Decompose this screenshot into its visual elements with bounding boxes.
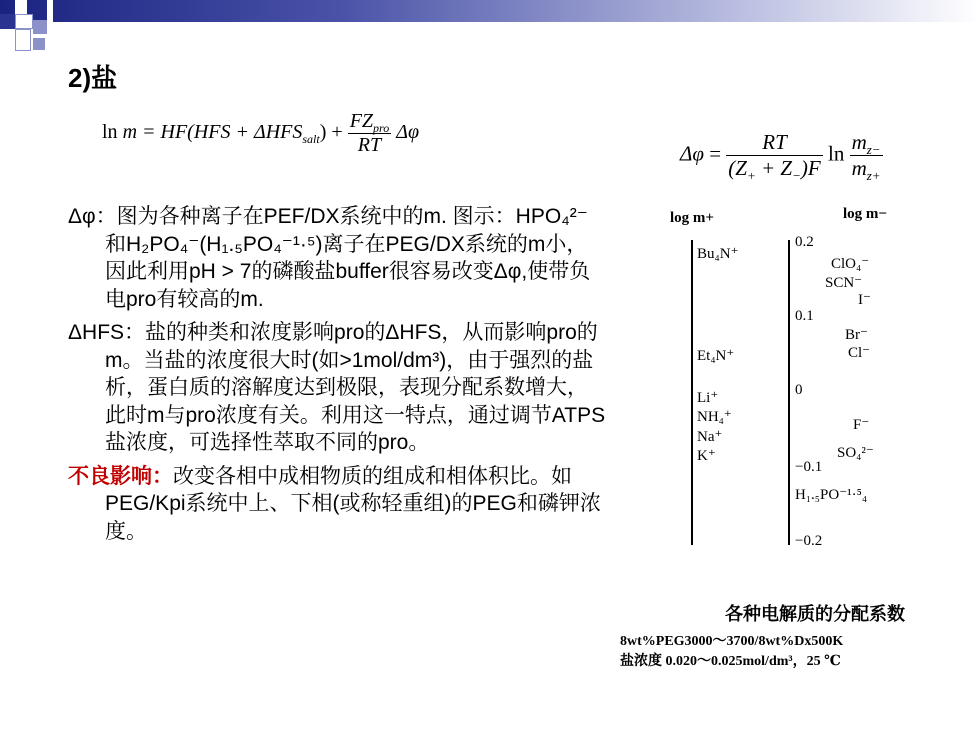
tick-label: 0.1 bbox=[795, 308, 814, 324]
ion-label: H₁.₅PO⁻¹·⁵₄ bbox=[795, 487, 868, 503]
ion-label: SCN⁻ bbox=[825, 275, 863, 291]
decor-square bbox=[47, 0, 53, 22]
ion-label: F⁻ bbox=[853, 417, 870, 433]
figure-caption bbox=[620, 600, 980, 672]
ion-label: Br⁻ bbox=[845, 327, 868, 343]
decor-square bbox=[33, 20, 47, 34]
paragraph-adverse-effects: 不良影响：改变各相中成相物质的组成和相体积比。如PEG/Kpi系统中上、下相(或称轻重组)的PEG和磷钾浓度。 bbox=[68, 464, 601, 543]
formula-fraction: $\frac{RT}{(Z_+ + Z_-)F}$ bbox=[728, 130, 821, 184]
ion-label: Li⁺ bbox=[697, 390, 719, 406]
body-text bbox=[68, 203, 608, 551]
caption-title: 各种电解质的分配系数 bbox=[725, 604, 905, 624]
tick-label: 0 bbox=[795, 382, 803, 398]
title-bar-gradient bbox=[0, 0, 980, 22]
left-axis-line bbox=[691, 240, 693, 545]
formula-log-fraction: $\frac{m_{z-}}{m_{z+}}$ bbox=[851, 130, 881, 184]
decor-square bbox=[15, 14, 33, 29]
right-axis-label: log m− bbox=[843, 206, 887, 222]
ion-label: Et₄N⁺ bbox=[697, 348, 735, 364]
ion-label: Bu₄N⁺ bbox=[697, 246, 739, 262]
tick-label: 0.2 bbox=[795, 234, 814, 250]
ion-label: ClO₄⁻ bbox=[831, 256, 870, 272]
tick-label: −0.2 bbox=[795, 533, 823, 549]
decor-square bbox=[0, 14, 15, 29]
decor-square bbox=[33, 38, 45, 50]
ion-label: K⁺ bbox=[697, 448, 716, 464]
ion-label: SO₄²⁻ bbox=[837, 445, 874, 461]
tick-label: −0.1 bbox=[795, 459, 823, 475]
formula-delta-phi: Δφ = $\frac{RT}{(Z_+ + Z_-)F}$ ln $\frac{m_{z-}}{m_{z+}}$ bbox=[680, 130, 881, 184]
slide-title: 2)盐 bbox=[68, 63, 118, 93]
formula-fraction: $\frac{FZ_{pro}}{RT}$ bbox=[349, 110, 390, 156]
ion-label: Na⁺ bbox=[697, 429, 723, 445]
left-axis-label: log m+ bbox=[670, 210, 714, 226]
decor-square bbox=[15, 0, 27, 14]
ion-label: I⁻ bbox=[858, 292, 871, 308]
partition-coefficient-figure bbox=[665, 206, 955, 565]
caption-line: 盐浓度 0.020～0.025mol/dm³，25 ℃ bbox=[620, 654, 841, 669]
formula-ln-m: $\ln m = HF(HFS + \Delta HFS_{salt})$ + $\frac{FZ_{pro}}{RT}$ Δφ bbox=[102, 110, 420, 156]
right-axis-line bbox=[788, 240, 790, 545]
caption-line: 8wt%PEG3000～3700/8wt%Dx500K bbox=[620, 634, 844, 649]
decor-square bbox=[15, 29, 31, 51]
paragraph-delta-hfs: ΔHFS：盐的种类和浓度影响pro的ΔHFS，从而影响pro的m。当盐的浓度很大时(如>1mol/dm³)，由于强烈的盐析，蛋白质的溶解度达到极限，表现分配系数增大，此时m与pro浓度有关。利用这一特点，通过调节ATPS盐浓度，可选择性萃取不同的pro。 bbox=[68, 321, 606, 454]
ion-label: NH₄⁺ bbox=[697, 409, 732, 425]
paragraph-delta-phi: Δφ：图为各种离子在PEF/DX系统中的m. 图示：HPO₄²⁻和H₂PO₄⁻(H₁.₅PO₄⁻¹·⁵)离子在PEG/DX系统的m小，因此利用pH > 7的磷酸盐buffer很容易改变Δφ,使带负电pro有较高的m. bbox=[68, 205, 591, 311]
ion-label: Cl⁻ bbox=[848, 345, 871, 361]
